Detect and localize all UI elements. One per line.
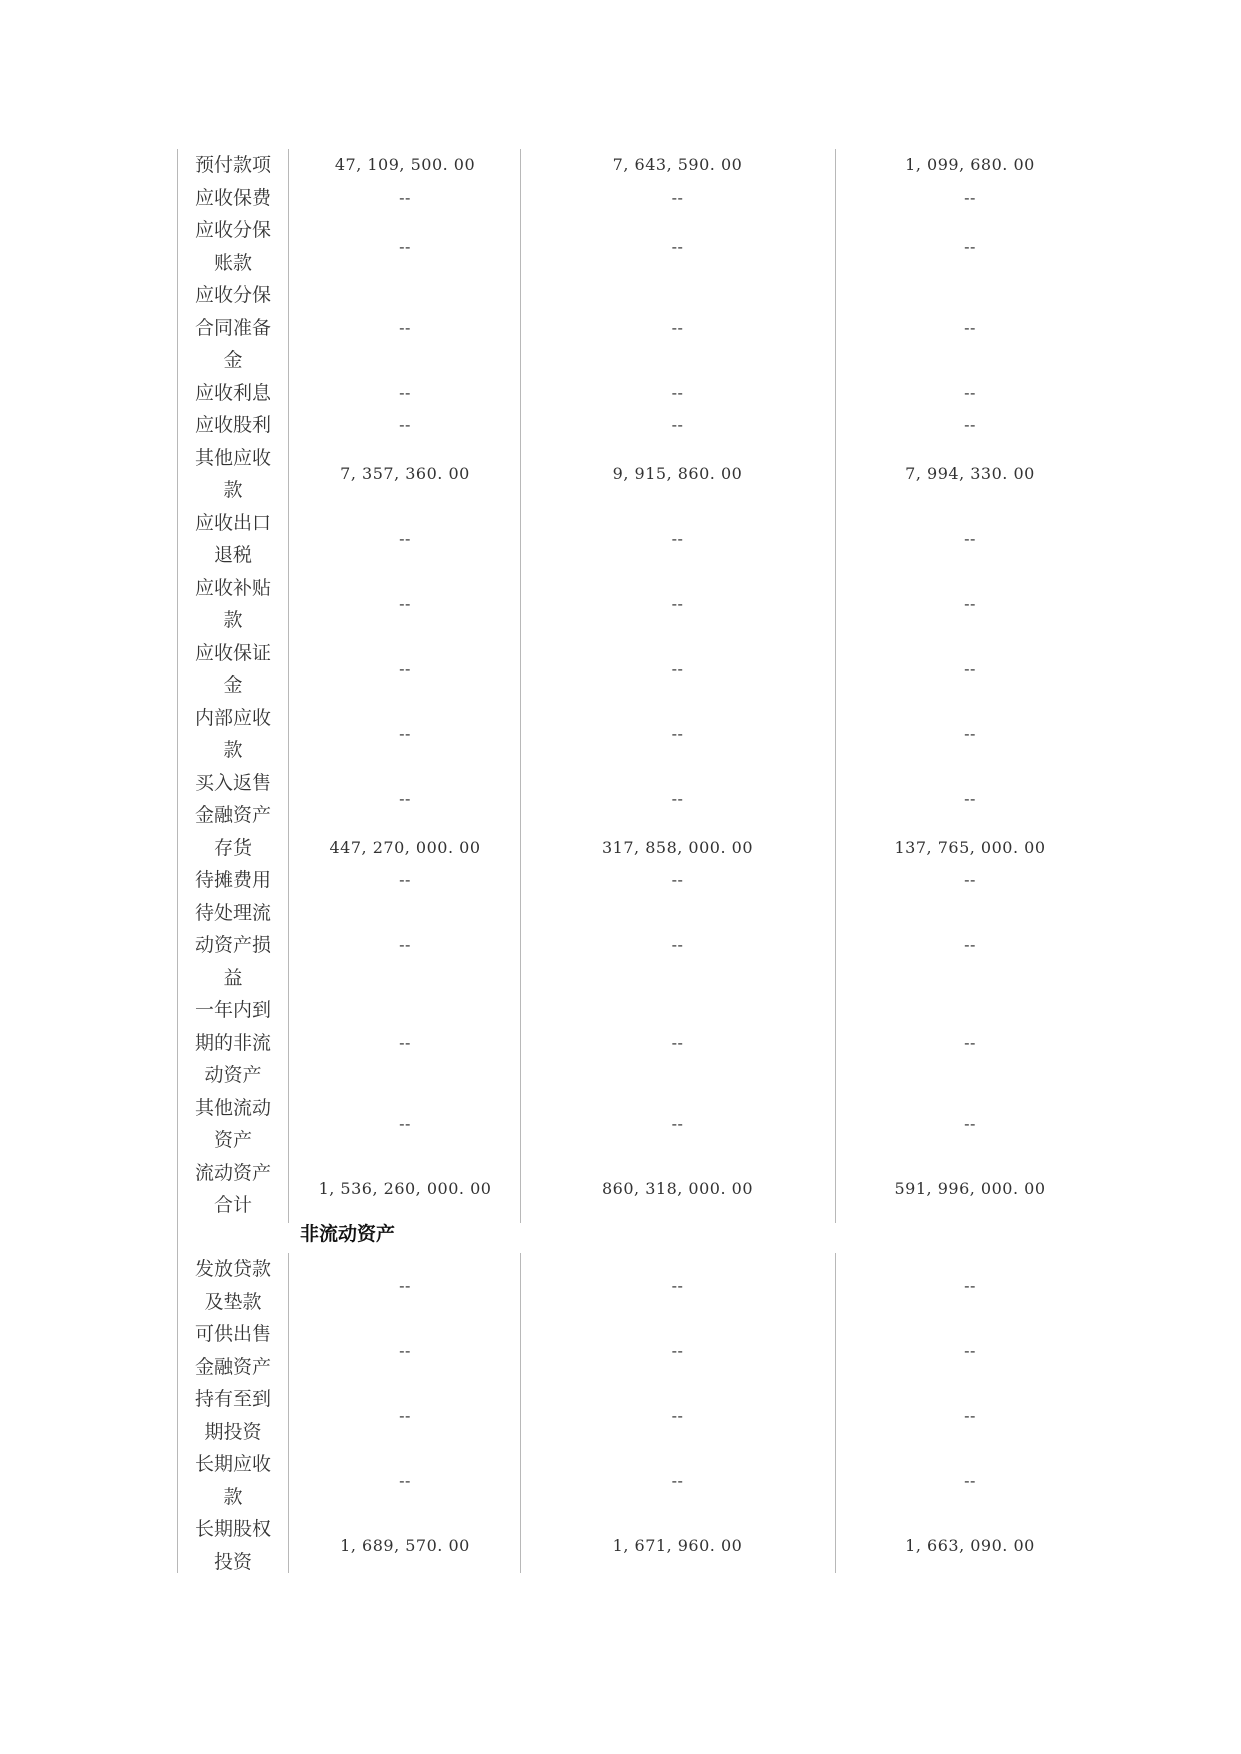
table-row (0, 1513, 1241, 1578)
value-cell-1: -- (399, 870, 411, 890)
value-cell-3: -- (964, 529, 976, 548)
value-cell-1: -- (399, 236, 411, 256)
table-row (0, 832, 1241, 865)
value-cell-2: 317, 858, 000. 00 (602, 837, 753, 857)
row-label: 内部应收款 (194, 706, 271, 761)
value-cell-3: -- (964, 659, 976, 678)
row-label: 其他流动资产 (194, 1096, 271, 1151)
table-row (0, 507, 1241, 572)
value-cell-2: -- (671, 1275, 684, 1295)
value-cell-1: -- (399, 187, 411, 207)
value-cell-3: -- (964, 1340, 976, 1360)
value-cell-3: -- (964, 236, 976, 256)
value-cell-3: -- (964, 789, 976, 808)
value-cell-3: -- (964, 1114, 976, 1133)
value-cell-3: -- (964, 724, 976, 743)
row-label: 应收利息 (194, 381, 271, 404)
value-cell-3: 591, 996, 000. 00 (894, 1179, 1046, 1198)
table-row (0, 1092, 1241, 1157)
value-cell-2: -- (671, 1340, 684, 1360)
row-label: 一年内到期的非流动资产 (194, 999, 271, 1086)
value-cell-2: -- (671, 415, 684, 435)
row-label: 待摊费用 (194, 869, 271, 891)
value-cell-2: -- (671, 870, 684, 890)
table-row (0, 1157, 1241, 1222)
value-cell-3: 1, 663, 090. 00 (905, 1535, 1035, 1555)
value-cell-1: 1, 536, 260, 000. 00 (318, 1179, 492, 1198)
value-cell-3: -- (964, 1032, 976, 1052)
value-cell-1: 7, 357, 360. 00 (340, 464, 470, 483)
row-label: 应收分保合同准备金 (194, 284, 271, 371)
row-label: 发放贷款及垫款 (194, 1258, 271, 1313)
value-cell-2: -- (671, 1470, 684, 1490)
value-cell-3: -- (964, 1275, 976, 1295)
table-row (0, 702, 1241, 767)
table-row (0, 1318, 1241, 1383)
value-cell-2: 9, 915, 860. 00 (612, 464, 743, 483)
value-cell-2: -- (671, 317, 684, 337)
value-cell-2: -- (671, 1032, 684, 1052)
table-row (0, 377, 1241, 410)
row-label: 流动资产合计 (194, 1161, 271, 1216)
value-cell-3: -- (964, 870, 976, 890)
value-cell-3: -- (964, 1470, 976, 1490)
table-row (0, 1448, 1241, 1513)
value-cell-1: -- (399, 382, 411, 402)
table-row (0, 767, 1241, 832)
value-cell-1: -- (399, 789, 411, 808)
row-label: 待处理流动资产损益 (194, 901, 271, 989)
table-row (0, 279, 1241, 377)
value-cell-1: -- (399, 594, 411, 613)
value-cell-1: -- (399, 1032, 411, 1052)
value-cell-2: -- (671, 1405, 684, 1425)
value-cell-1: -- (399, 415, 411, 435)
table-row (0, 1253, 1241, 1318)
value-cell-2: 7, 643, 590. 00 (612, 155, 743, 175)
value-cell-3: 7, 994, 330. 00 (905, 464, 1035, 483)
value-cell-3: -- (964, 594, 976, 613)
value-cell-2: -- (671, 1114, 684, 1133)
value-cell-2: -- (671, 789, 684, 808)
row-label: 存货 (213, 836, 252, 859)
value-cell-3: -- (964, 382, 976, 402)
value-cell-3: -- (964, 415, 976, 435)
table-row (0, 897, 1241, 995)
value-cell-1: -- (399, 724, 411, 743)
value-cell-1: -- (399, 1405, 411, 1425)
table-row (0, 572, 1241, 637)
value-cell-1: -- (399, 317, 411, 337)
table-row (0, 1383, 1241, 1448)
table-row (0, 182, 1241, 215)
row-label: 应收出口退税 (194, 511, 271, 566)
value-cell-1: 447, 270, 000. 00 (329, 837, 481, 857)
value-cell-3: -- (964, 317, 976, 337)
value-cell-3: 137, 765, 000. 00 (894, 837, 1046, 857)
value-cell-2: 860, 318, 000. 00 (602, 1179, 753, 1198)
table-row (0, 149, 1241, 182)
value-cell-1: 47, 109, 500. 00 (334, 155, 476, 175)
row-label: 其他应收款 (194, 446, 271, 501)
table-row (0, 409, 1241, 442)
row-label: 应收股利 (194, 414, 271, 436)
value-cell-2: -- (671, 724, 684, 743)
value-cell-2: -- (671, 529, 684, 548)
value-cell-2: -- (671, 187, 684, 207)
table-row (0, 864, 1241, 897)
row-label: 买入返售金融资产 (194, 771, 271, 826)
value-cell-1: -- (399, 935, 411, 955)
row-label: 长期股权投资 (194, 1518, 271, 1573)
table-row (0, 214, 1241, 279)
table-row (0, 442, 1241, 507)
table-row (0, 994, 1241, 1092)
value-cell-1: -- (399, 1340, 411, 1360)
row-label: 预付款项 (194, 154, 271, 176)
value-cell-1: -- (399, 529, 411, 548)
value-cell-2: -- (671, 382, 684, 402)
value-cell-2: -- (671, 594, 684, 613)
value-cell-2: -- (671, 236, 684, 256)
value-cell-3: -- (964, 187, 976, 207)
row-label: 可供出售金融资产 (194, 1323, 271, 1378)
value-cell-1: -- (399, 1114, 411, 1133)
row-label: 应收分保账款 (194, 219, 271, 274)
value-cell-3: 1, 099, 680. 00 (905, 155, 1035, 175)
table-row (0, 637, 1241, 702)
row-label: 持有至到期投资 (194, 1388, 271, 1443)
value-cell-2: -- (671, 935, 684, 955)
value-cell-3: -- (964, 1405, 976, 1425)
value-cell-2: -- (671, 659, 684, 678)
value-cell-1: -- (399, 1275, 411, 1295)
row-label: 应收补贴款 (194, 576, 271, 631)
value-cell-1: 1, 689, 570. 00 (340, 1535, 470, 1555)
row-label: 长期应收款 (194, 1453, 271, 1508)
row-label: 应收保证金 (194, 641, 271, 696)
section-title-non-current-assets: 非流动资产 (300, 1223, 396, 1245)
value-cell-1: -- (399, 659, 411, 678)
value-cell-3: -- (964, 935, 976, 955)
row-label: 应收保费 (194, 186, 271, 209)
value-cell-1: -- (399, 1470, 411, 1490)
value-cell-2: 1, 671, 960. 00 (612, 1535, 743, 1555)
